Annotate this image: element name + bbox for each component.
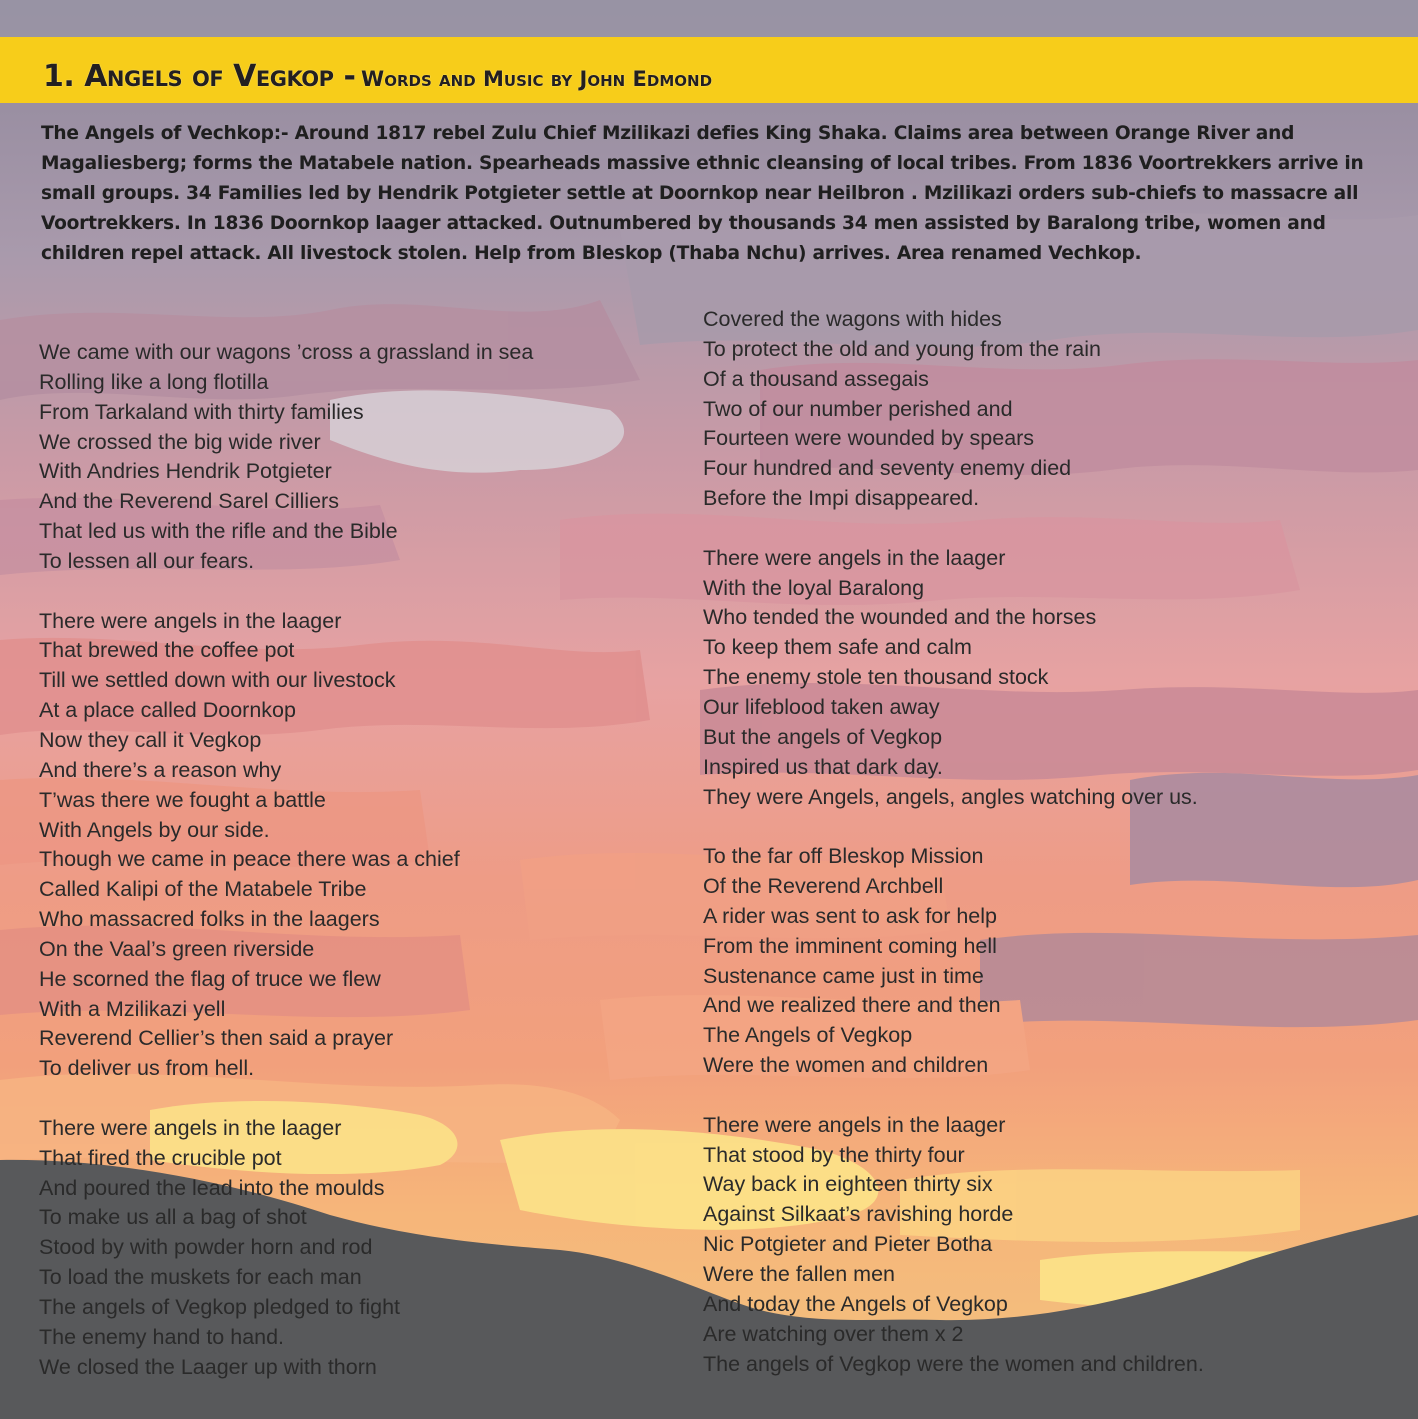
lyric-line: To deliver us from hell. bbox=[39, 1056, 255, 1081]
stanza-break bbox=[703, 514, 1204, 544]
lyric-line: Nic Potgieter and Pieter Botha bbox=[703, 1232, 993, 1257]
lyric-line: T’was there we fought a battle bbox=[39, 787, 326, 812]
lyric-line: There were angels in the laager bbox=[39, 608, 342, 633]
lyric-line: Though we came in peace there was a chief bbox=[39, 847, 460, 872]
lyric-line: With Andries Hendrik Potgieter bbox=[39, 459, 332, 484]
lyric-line: Who tended the wounded and the horses bbox=[703, 605, 1097, 630]
lyric-line: We closed the Laager up with thorn bbox=[39, 1354, 377, 1379]
lyric-line: There were angels in the laager bbox=[703, 545, 1006, 570]
lyric-line: With Angels by our side. bbox=[39, 817, 270, 842]
lyric-line: And the Reverend Sarel Cilliers bbox=[39, 489, 339, 514]
lyrics-column-right bbox=[703, 305, 1204, 1379]
stanza-break bbox=[39, 577, 533, 607]
lyric-line: Rolling like a long flotilla bbox=[39, 369, 269, 394]
lyric-line: That led us with the rifle and the Bible bbox=[39, 519, 398, 544]
lyric-line: Are watching over them x 2 bbox=[703, 1321, 964, 1346]
lyric-line: Stood by with powder horn and rod bbox=[39, 1235, 373, 1260]
lyric-line: The enemy stole ten thousand stock bbox=[703, 665, 1049, 690]
lyric-line: Were the women and children bbox=[703, 1053, 989, 1078]
lyric-line: Way back in eighteen thirty six bbox=[703, 1172, 993, 1197]
stanza-break bbox=[39, 1084, 533, 1114]
lyric-line: That fired the crucible pot bbox=[39, 1145, 282, 1170]
lyric-line: The enemy hand to hand. bbox=[39, 1324, 285, 1349]
lyric-line: But the angels of Vegkop bbox=[703, 724, 943, 749]
lyric-line: Two of our number perished and bbox=[703, 396, 1013, 421]
lyric-line: Inspired us that dark day. bbox=[703, 754, 943, 779]
lyric-line: At a place called Doornkop bbox=[39, 698, 296, 723]
lyric-line: Fourteen were wounded by spears bbox=[703, 426, 1035, 451]
lyric-line: With a Mzilikazi yell bbox=[39, 996, 226, 1021]
lyric-line: To the far off Bleskop Mission bbox=[703, 844, 984, 869]
lyric-line: Our lifeblood taken away bbox=[703, 694, 940, 719]
lyric-line: The angels of Vegkop pledged to fight bbox=[39, 1295, 400, 1319]
lyric-line: Till we settled down with our livestock bbox=[39, 668, 396, 693]
lyric-line: That stood by the thirty four bbox=[703, 1142, 965, 1167]
lyric-line: And today the Angels of Vegkop bbox=[703, 1291, 1008, 1316]
historical-intro: The Angels of Vechkop:- Around 1817 rebel Zulu Chief Mzilikazi defies King Shaka. Claims area between Orange River and Magaliesberg; forms the Matabele nation. Spearheads massive ethnic cleansing of local tribes. From 1836 Voortrekkers arrive in small groups. 34 Families led by Hendrik Potgieter settle at Doornkop near Heilbron . Mzilikazi orders sub-chiefs to massacre all Voortrekkers. In 1836 Doornkop laager attacked. Outnumbered by thousands 34 men assisted by Baralong tribe, women and children repel attack. All livestock stolen. Help from Bleskop (Thaba Nchu) arrives. Area renamed Vechkop. bbox=[41, 123, 1364, 264]
lyric-line: We crossed the big wide river bbox=[39, 429, 321, 454]
lyric-line: To lessen all our fears. bbox=[39, 548, 255, 573]
lyric-line: Called Kalipi of the Matabele Tribe bbox=[39, 877, 367, 902]
lyric-line: We came with our wagons ’cross a grassland in sea bbox=[39, 340, 534, 364]
lyric-line: And we realized there and then bbox=[703, 993, 1001, 1018]
lyric-line: To protect the old and young from the rain bbox=[703, 336, 1101, 361]
lyric-line: There were angels in the laager bbox=[703, 1112, 1006, 1137]
stanza-break bbox=[703, 812, 1204, 842]
lyric-line: Covered the wagons with hides bbox=[703, 307, 1002, 331]
lyric-line: He scorned the flag of truce we flew bbox=[39, 966, 381, 991]
stanza-break bbox=[703, 1081, 1204, 1111]
lyric-line: To make us all a bag of shot bbox=[39, 1205, 307, 1230]
song-title: 1. Angels of Vegkop - bbox=[43, 59, 356, 94]
page-title bbox=[43, 59, 712, 94]
lyric-line: From Tarkaland with thirty families bbox=[39, 399, 364, 424]
lyric-line: Before the Impi disappeared. bbox=[703, 486, 980, 511]
lyric-line: And there’s a reason why bbox=[39, 757, 282, 782]
lyric-line: On the Vaal’s green riverside bbox=[39, 936, 315, 961]
lyric-line: Of a thousand assegais bbox=[703, 366, 929, 391]
lyric-line: Reverend Cellier’s then said a prayer bbox=[39, 1026, 394, 1051]
lyric-line: With the loyal Baralong bbox=[703, 575, 925, 600]
lyric-line: To keep them safe and calm bbox=[703, 635, 972, 660]
lyric-line: Were the fallen men bbox=[703, 1262, 896, 1286]
lyric-line: There were angels in the laager bbox=[39, 1115, 342, 1140]
lyric-line: That brewed the coffee pot bbox=[39, 638, 295, 663]
lyric-line: A rider was sent to ask for help bbox=[703, 903, 997, 928]
lyric-line: The Angels of Vegkop bbox=[703, 1023, 913, 1048]
lyric-line: And poured the lead into the moulds bbox=[39, 1175, 385, 1200]
lyric-line: Who massacred folks in the laagers bbox=[39, 907, 380, 932]
lyric-line: Four hundred and seventy enemy died bbox=[703, 456, 1072, 481]
lyric-line: The angels of Vegkop were the women and children. bbox=[703, 1351, 1204, 1376]
lyric-line: Of the Reverend Archbell bbox=[703, 874, 944, 899]
lyrics-column-left bbox=[39, 338, 533, 1383]
lyric-line: From the imminent coming hell bbox=[703, 933, 997, 958]
lyric-line: To load the muskets for each man bbox=[39, 1265, 362, 1290]
song-credits: Words and Music by John Edmond bbox=[361, 67, 713, 91]
lyric-line: Sustenance came just in time bbox=[703, 963, 984, 988]
lyric-line: Against Silkaat’s ravishing horde bbox=[703, 1202, 1014, 1227]
lyric-line: Now they call it Vegkop bbox=[39, 727, 262, 752]
lyric-line: They were Angels, angels, angles watching over us. bbox=[703, 784, 1198, 809]
